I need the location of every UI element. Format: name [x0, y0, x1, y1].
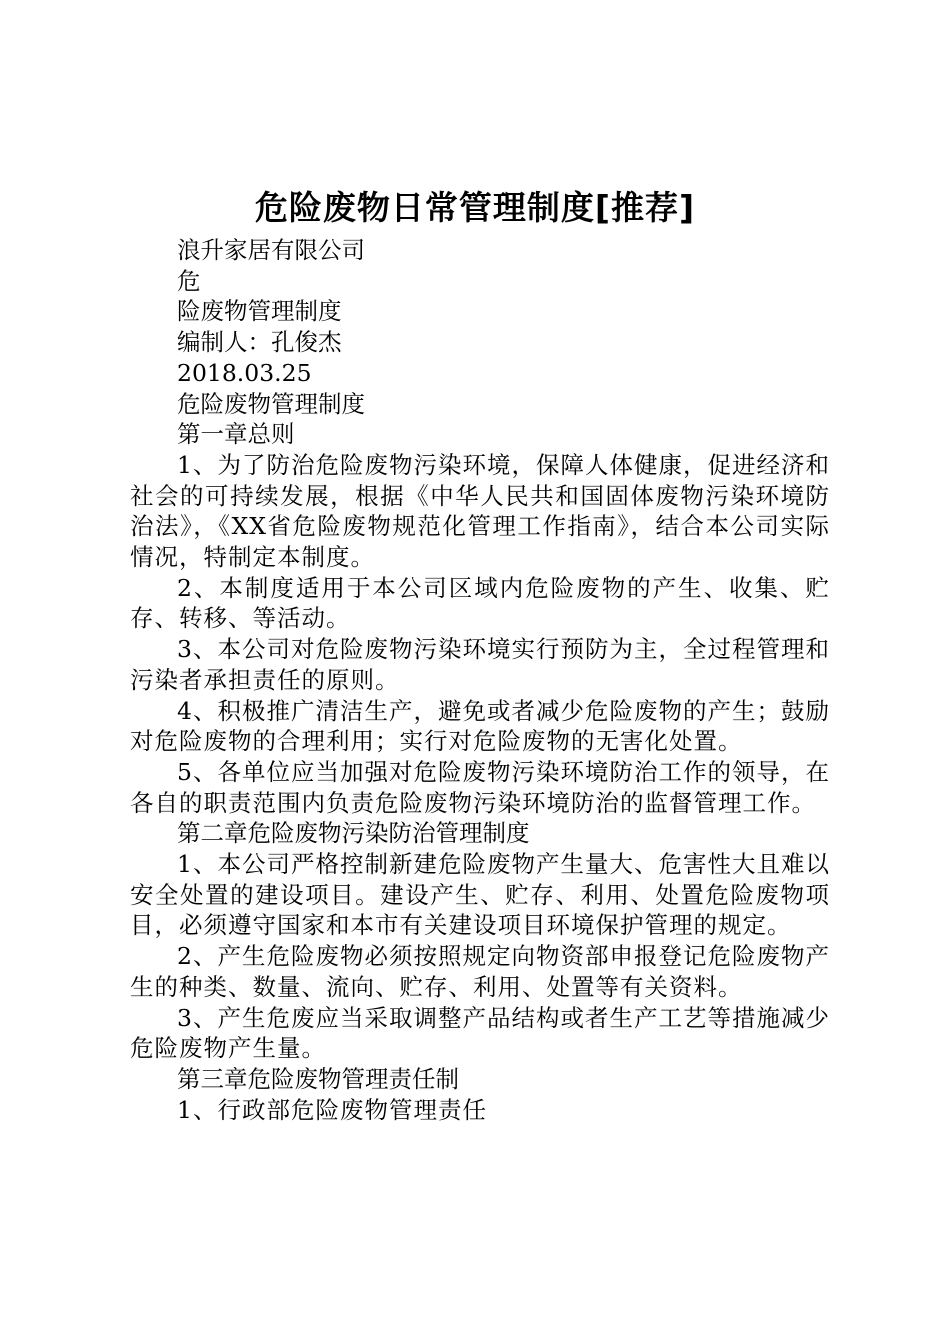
document-body [130, 235, 830, 1125]
chapter-2-item-3: 3、产生危废应当采取调整产品结构或者生产工艺等措施减少危险废物产生量。 [130, 1003, 830, 1063]
chapter-1-item-3: 3、本公司对危险废物污染环境实行预防为主，全过程管理和污染者承担责任的原则。 [130, 635, 830, 694]
header-line-subject: 险废物管理制度 [177, 297, 342, 326]
chapter-1-item-1: 1、为了防治危险废物污染环境，保障人体健康，促进经济和社会的可持续发展，根据《中华人民共和国固体废物污染环境防治法》，《XX省危险废物规范化管理工作指南》，结合本公司实际情况，特制定本制度。 [130, 450, 830, 572]
chapter-1-heading: 第一章总则 [177, 420, 295, 449]
author-line: 编制人：孔俊杰 [177, 328, 342, 357]
chapter-3-item-1: 1、行政部危险废物管理责任 [177, 1095, 487, 1124]
document-title: 危险废物日常管理制度[推荐] [254, 188, 696, 227]
header-line-fragment: 危 [177, 266, 201, 295]
date-line: 2018.03.25 [177, 358, 312, 387]
chapter-1-item-5: 5、各单位应当加强对危险废物污染环境防治工作的领导，在各自的职责范围内负责危险废物污染环境防治的监督管理工作。 [130, 757, 830, 817]
chapter-2-heading: 第二章危险废物污染防治管理制度 [177, 819, 530, 848]
chapter-1-item-2: 2、本制度适用于本公司区域内危险废物的产生、收集、贮存、转移、等活动。 [130, 573, 830, 633]
chapter-2-item-2: 2、产生危险废物必须按照规定向物资部申报登记危险废物产生的种类、数量、流向、贮存、利用、处置等有关资料。 [130, 942, 830, 1001]
chapter-1-item-4: 4、积极推广清洁生产，避免或者减少危险废物的产生；鼓励对危险废物的合理利用；实行对危险废物的无害化处置。 [130, 696, 830, 756]
chapter-3-heading: 第三章危险废物管理责任制 [177, 1064, 459, 1093]
section-subject: 危险废物管理制度 [177, 389, 365, 418]
company-name: 浪升家居有限公司 [177, 236, 365, 264]
chapter-2-item-1: 1、本公司严格控制新建危险废物产生量大、危害性大且难以安全处置的建设项目。建设产生、贮存、利用、处置危险废物项目，必须遵守国家和本市有关建设项目环境保护管理的规定。 [130, 850, 830, 940]
